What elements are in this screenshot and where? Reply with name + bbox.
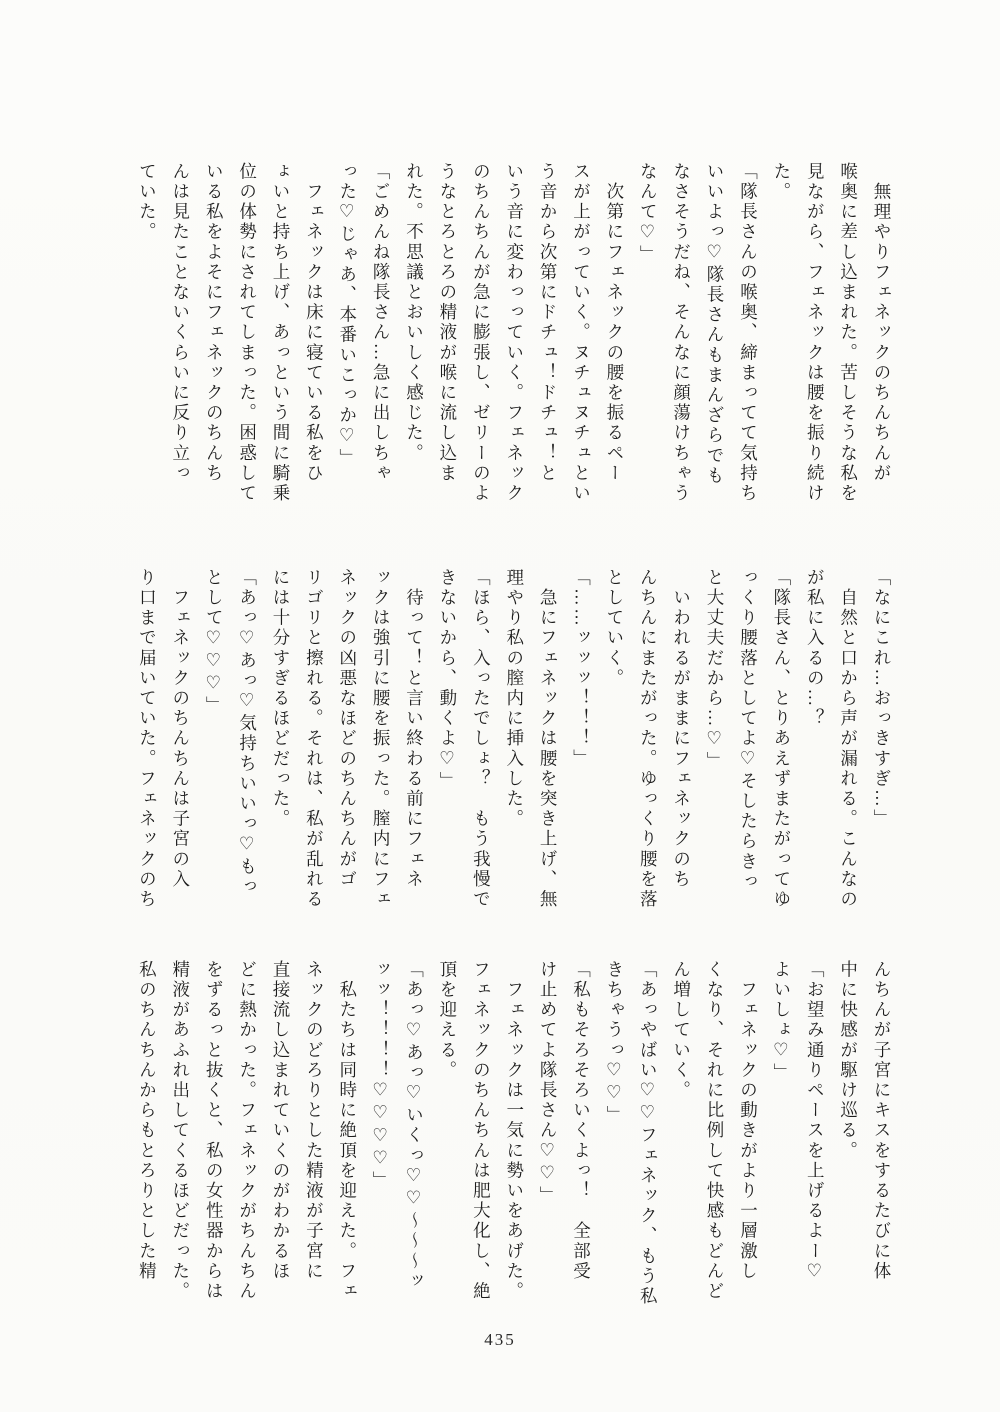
text-column: 理やり私の膣内に挿入した。 [504,568,525,830]
text-column: 私のちんちんからもとろりとした精 [137,960,158,1282]
text-column: フェネックは床に寝ている私をひ [304,162,325,484]
text-column: くなり、それに比例して快感もどんど [705,960,726,1302]
text-column: 私たちは同時に絶頂を迎えた。フェ [337,960,358,1302]
text-column: れた。不思議とおいしく感じた。 [404,162,425,464]
text-column: いう音に変わっっていく。フェネック [504,162,525,504]
text-column: ックは強引に腰を振った。膣内にフェ [371,568,392,910]
text-column: 「お望み通りペースを上げるよー♡ [805,960,826,1285]
text-column: うなとろとろの精液が喉に流し込ま [437,162,458,484]
text-band-bottom [130,960,898,1312]
text-column: 「私もそろそろいくよっ！ 全部受 [571,960,592,1282]
text-column: 位の体勢にされてしまった。困惑して [237,162,258,504]
text-column: が私に入るの…？ [805,568,826,729]
text-column: ネックのどろりとした精液が子宮に [304,960,325,1282]
text-column: のちんちんが急に膨張し、ゼリーのよ [471,162,492,504]
text-band-top [130,162,898,514]
text-column: フェネックの動きがより一層激し [738,960,759,1282]
text-column: ていた。 [137,162,158,243]
text-column: り口まで届いていた。フェネックのち [137,568,158,910]
text-column: には十分すぎるほどだった。 [270,568,291,830]
text-column: んちんにまたがった。ゆっくり腰を落 [638,568,659,910]
text-column: 「なにこれ…おっきすぎ…」 [872,568,892,830]
text-column: ッッ！！！！♡♡♡♡」 [371,960,392,1192]
text-column: 「隊長さんの喉奥、締まってて気持ち [738,162,759,504]
page-number: 435 [484,1330,516,1349]
text-column: 自然と口から声が漏れる。こんなの [838,568,859,910]
text-band-middle [130,568,898,920]
text-column: 「ほら、入ったでしょ？ もう我慢で [471,568,492,910]
text-column: 「あっやばい♡♡フェネック、もう私 [638,960,659,1307]
text-column: きないから、動くよ♡」 [437,568,458,792]
text-column: 喉奥に差し込まれた。苦しそうな私を [838,162,859,504]
text-column: け止めてよ隊長さん♡♡」 [538,960,559,1207]
text-column: としていく。 [604,568,625,689]
text-column: ょいと持ち上げ、あっという間に騎乗 [270,162,291,504]
text-column: をずるっと抜くと、私の女性器からは [204,960,225,1302]
text-column: いわれるがままにフェネックのち [671,568,692,890]
text-column: フェネックのちんちんは子宮の入 [170,568,191,890]
text-column: 精液があふれ出してくるほどだった。 [170,960,191,1302]
text-column: 「隊長さん、とりあえずまたがってゆ [771,568,792,910]
text-column: 「……ッッッ！！！」 [571,568,592,769]
text-column: いる私をよそにフェネックのちんち [204,162,225,484]
text-column: 「あっ♡あっ♡いくっ♡♡～～～ッ [404,960,425,1292]
text-column: フェネックのちんちんは肥大化し、絶 [471,960,492,1302]
text-column: 頂を迎える。 [437,960,458,1081]
text-column: いいよっ♡隊長さんもまんざらでも [705,162,726,487]
text-column: として♡♡♡」 [204,568,225,717]
text-column: 「あっ♡あっ♡気持ちいいっ♡もっ [237,568,258,898]
text-column: 中に快感が駆け巡る。 [838,960,859,1161]
text-column: 直接流し込まれていくのがわかるほ [270,960,291,1282]
text-column: よいしょ♡」 [771,960,792,1084]
text-column: う音から次第にドチュ！ドチュ！と [538,162,559,484]
text-column: フェネックは一気に勢いをあげた。 [504,960,525,1302]
text-column: た。 [771,162,792,203]
text-column: 次第にフェネックの腰を振るペー [604,162,625,484]
text-column: 待って！と言い終わる前にフェネ [404,568,425,890]
text-column: 急にフェネックは腰を突き上げ、無 [538,568,559,910]
text-column: 無理やりフェネックのちんちんが [872,162,892,484]
text-column: んは見たことないくらいに反り立っ [170,162,191,484]
text-column: ネックの凶悪なほどのちんちんがゴ [337,568,358,890]
text-column: んちんが子宮にキスをするたびに体 [872,960,892,1282]
text-column: なんて♡」 [638,162,659,265]
text-column: った♡じゃあ、本番いこっか♡」 [337,162,358,469]
text-column: スが上がっていく。ヌチュヌチュとい [571,162,592,504]
text-column: リゴリと擦れる。それは、私が乱れる [304,568,325,910]
text-column: 「ごめんね隊長さん…急に出しちゃ [371,162,392,484]
text-column: なさそうだね、そんなに顔蕩けちゃう [671,162,692,504]
text-column: どに熱かった。フェネックがちんちん [237,960,258,1302]
text-column: きちゃうっ♡♡」 [604,960,625,1126]
text-column: っくり腰落としてよ♡そしたらきっ [738,568,759,893]
text-column: ん増していく。 [671,960,692,1101]
text-column: と大丈夫だから…♡」 [705,568,726,772]
text-column: 見ながら、フェネックは腰を振り続け [805,162,826,504]
